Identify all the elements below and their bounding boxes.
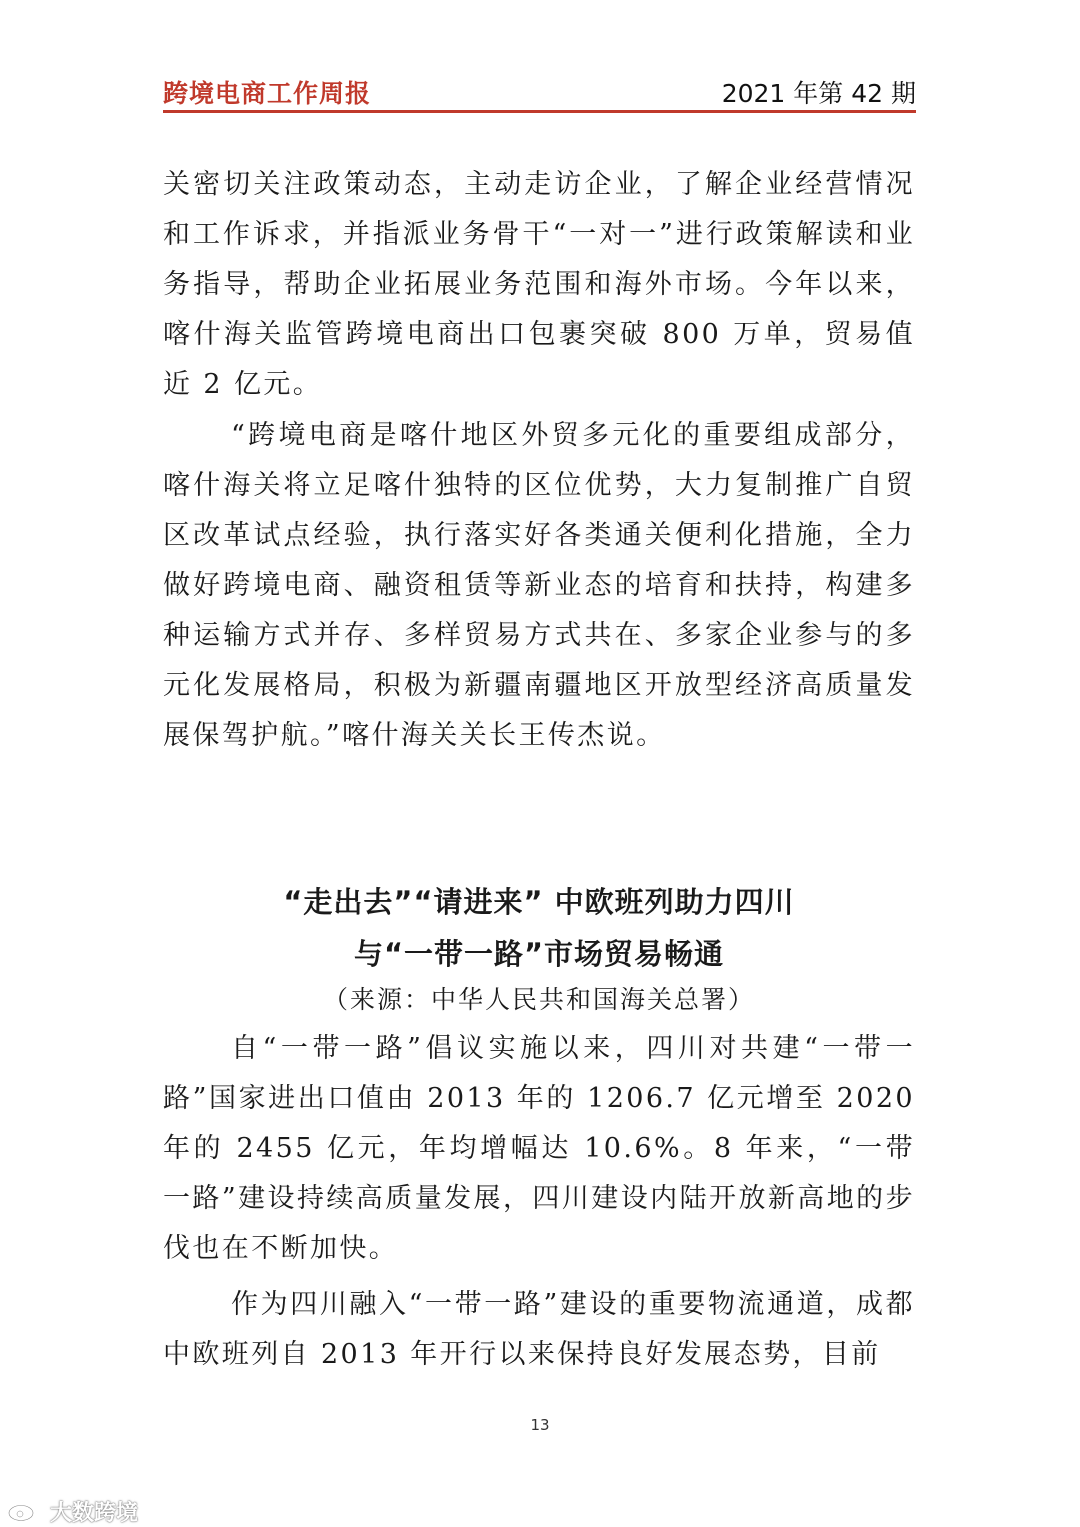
newsletter-title: 跨境电商工作周报: [163, 79, 372, 108]
weibo-logo-icon: [6, 1500, 44, 1522]
article-title-line-2: 与“一带一路”市场贸易畅通: [353, 937, 725, 971]
watermark-text: 大数跨境: [50, 1500, 139, 1526]
page-number: 13: [530, 1416, 550, 1434]
watermark: [6, 1496, 138, 1526]
issue-number: 2021 年第 42 期: [721, 79, 916, 108]
paragraph-text: 作为四川融入“一带一路”建设的重要物流通道，成都中欧班列自 2013 年开行以来保持良好发展态势，目前: [163, 1289, 915, 1370]
article-source: （来源：中华人民共和国海关总署）: [322, 985, 755, 1014]
paragraph-text: 自“一带一路”倡议实施以来，四川对共建“一带一路”国家进出口值由 2013 年的 1206.7 亿元增至 2020 年的 2455 亿元，年均增幅达 10.6%。8 年来，“一带一路”建设持续高质量发展，四川建设内陆开放新高地的步伐也在不断加快。: [163, 1033, 915, 1264]
page-header: [163, 74, 916, 113]
article-paragraph-1: [163, 1024, 915, 1274]
body-paragraph-1: [163, 160, 915, 410]
paragraph-text: “跨境电商是喀什地区外贸多元化的重要组成部分，喀什海关将立足喀什独特的区位优势，大力复制推广自贸区改革试点经验，执行落实好各类通关便利化措施，全力做好跨境电商、融资租赁等新业态的培育和扶持，构建多种运输方式并存、多样贸易方式共在、多家企业参与的多元化发展格局，积极为新疆南疆地区开放型经济高质量发展保驾护航。”喀什海关关长王传杰说。: [163, 420, 915, 751]
article-title-line-1: “走出去”“请进来” 中欧班列助力四川: [283, 885, 795, 919]
paragraph-text: 关密切关注政策动态，主动走访企业，了解企业经营情况和工作诉求，并指派业务骨干“一对一”进行政策解读和业务指导，帮助企业拓展业务范围和海外市场。今年以来，喀什海关监管跨境电商出口包裹突破 800 万单，贸易值近 2 亿元。: [163, 169, 915, 400]
article-paragraph-2: [163, 1280, 915, 1380]
body-paragraph-2: [163, 411, 915, 761]
